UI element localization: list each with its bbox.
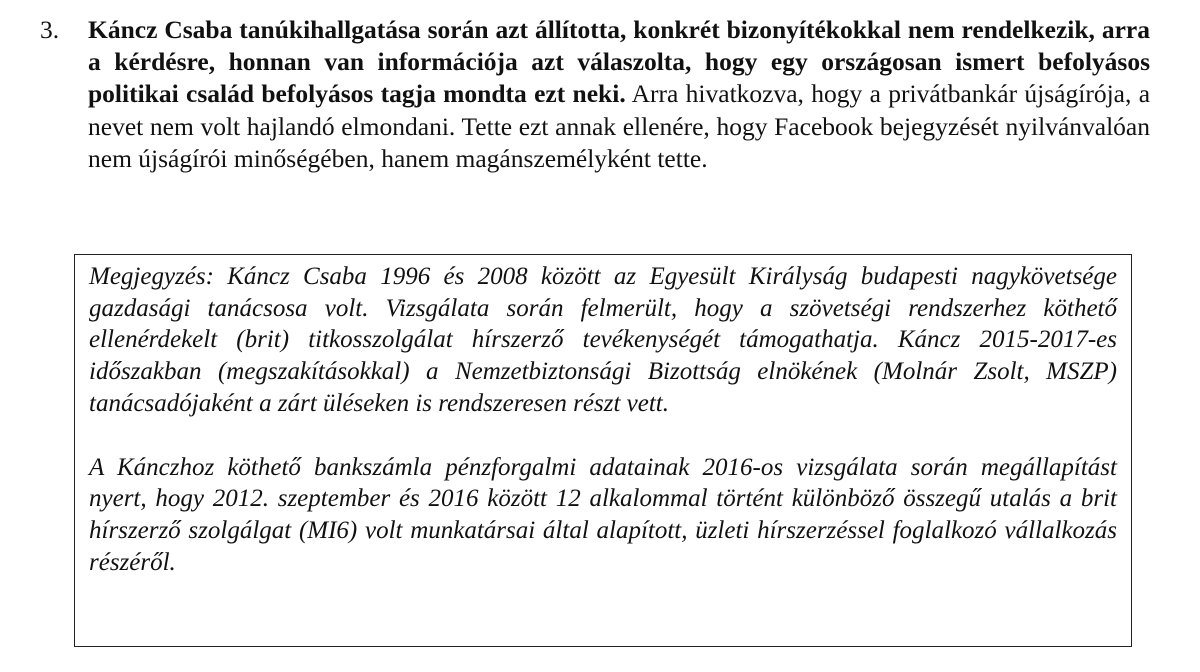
numbered-paragraph xyxy=(40,14,1150,175)
note-box xyxy=(74,254,1132,647)
note-paragraph-2: A Kánczhoz köthető bankszámla pénzforgalmi adatainak 2016-os vizsgálata során megállapítást nyert, hogy 2012. szeptember és 2016 között 12 alkalommal történt különböző összegű utalás a brit hírszerző szolgálgat (MI6) volt munkatársai által alapított, üzleti hírszerzéssel foglalkozó vállalkozás részéről. xyxy=(89,453,1117,576)
note-paragraph-1: Megjegyzés: Káncz Csaba 1996 és 2008 között az Egyesült Királyság budapesti nagykövetsége gazdasági tanácsosa volt. Vizsgálata során felmerült, hogy a szövetségi rendszerhez köthető ellenérdekelt (brit) titkosszolgálat hírszerző tevékenységét támogathatja. Káncz 2015-2017-es időszakban (megszakításokkal) a Nemzetbiztonsági Bizottság elnökének (Molnár Zsolt, MSZP) tanácsadójaként a zárt üléseken is rendszeresen részt vett. xyxy=(89,263,1117,417)
item-number: 3. xyxy=(40,15,60,44)
item-lead-bold-text: Káncz Csaba tanúkihallgatása során azt állította, konkrét bizonyítékokkal nem rendelkezik, arra a kérdésre, honnan van információja azt válaszolta, hogy egy országosan ismert befolyásos politikai család befolyásos tagja mondta ezt neki. xyxy=(88,15,1150,109)
item-text xyxy=(88,14,1150,175)
item-body-text: Arra hivatkozva, hogy a privátbankár újságírója, a nevet nem volt hajlandó elmondani. Tette ezt annak ellenére, hogy Facebook bejegyzését nyilvánvalóan nem újságírói minőségében, hanem magánszemélyként tette. xyxy=(88,79,1151,173)
